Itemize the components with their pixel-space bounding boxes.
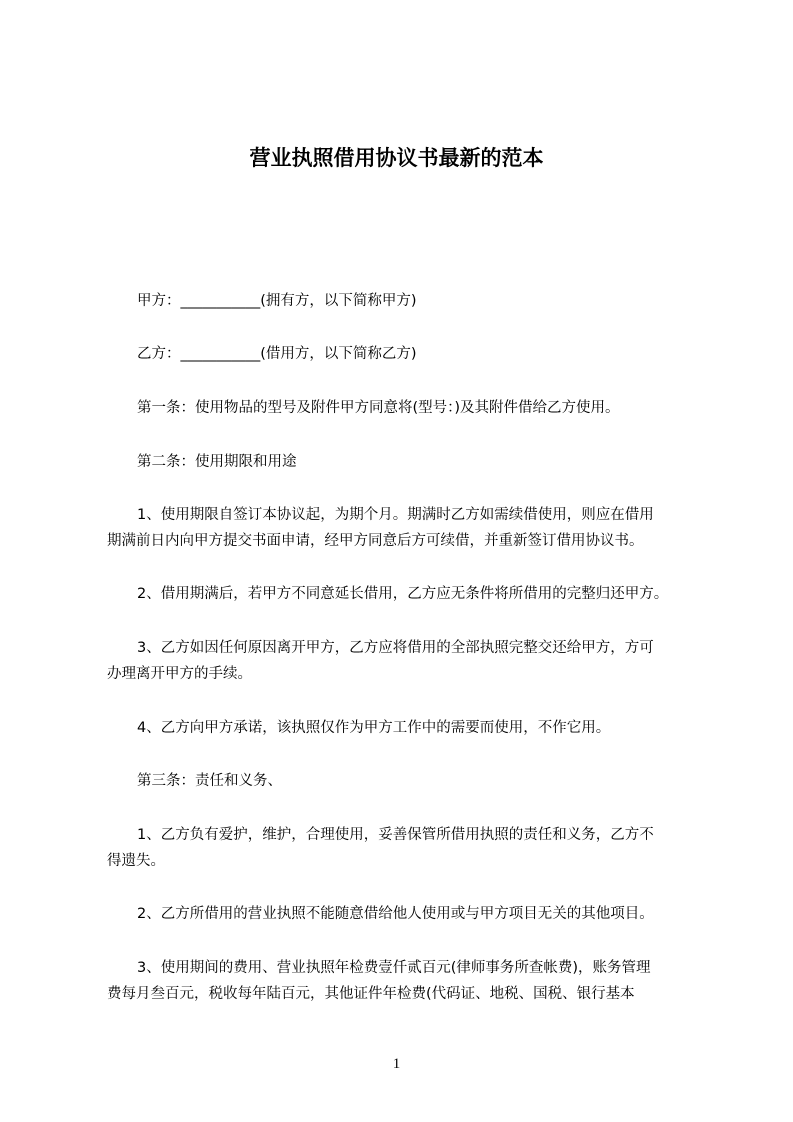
article-3-item-1-line-2: 得遗失。 — [107, 853, 165, 869]
article-3-heading: 第三条：责任和义务、 — [137, 773, 282, 789]
article-2-item-2: 2、借用期满后，若甲方不同意延长借用，乙方应无条件将所借用的完整归还甲方。 — [137, 586, 669, 602]
article-2-heading: 第二条：使用期限和用途 — [137, 454, 297, 470]
page-number: 1 — [392, 1056, 401, 1072]
article-3-item-2: 2、乙方所借用的营业执照不能随意借给他人使用或与甲方项目无关的其他项目。 — [137, 906, 654, 922]
article-2-item-4: 4、乙方向甲方承诺，该执照仅作为甲方工作中的需要而使用，不作它用。 — [137, 720, 611, 736]
article-3-item-3-line-2: 费每月叁百元，税收每年陆百元，其他证件年检费(代码证、地税、国税、银行基本 — [107, 986, 635, 1002]
party-a-line: 甲方：___________(拥有方，以下简称甲方) — [137, 293, 417, 309]
article-2-item-1-line-2: 期满前日内向甲方提交书面申请，经甲方同意后方可续借，并重新签订借用协议书。 — [107, 533, 644, 549]
article-2-item-1-line-1: 1、使用期限自签订本协议起，为期个月。期满时乙方如需续借使用，则应在借用 — [137, 507, 654, 523]
article-2-item-3-line-2: 办理离开甲方的手续。 — [107, 666, 252, 682]
party-b-line: 乙方：___________(借用方，以下简称乙方) — [137, 346, 417, 362]
article-3-item-3-line-1: 3、使用期间的费用、营业执照年检费壹仟贰百元(律师事务所查帐费)，账务管理 — [137, 960, 651, 976]
document-title: 营业执照借用协议书最新的范本 — [249, 146, 544, 170]
article-3-item-1-line-1: 1、乙方负有爱护，维护，合理使用，妥善保管所借用执照的责任和义务，乙方不 — [137, 827, 654, 843]
article-2-item-3-line-1: 3、乙方如因任何原因离开甲方，乙方应将借用的全部执照完整交还给甲方，方可 — [137, 640, 654, 656]
article-1: 第一条：使用物品的型号及附件甲方同意将(型号：)及其附件借给乙方使用。 — [137, 400, 620, 416]
